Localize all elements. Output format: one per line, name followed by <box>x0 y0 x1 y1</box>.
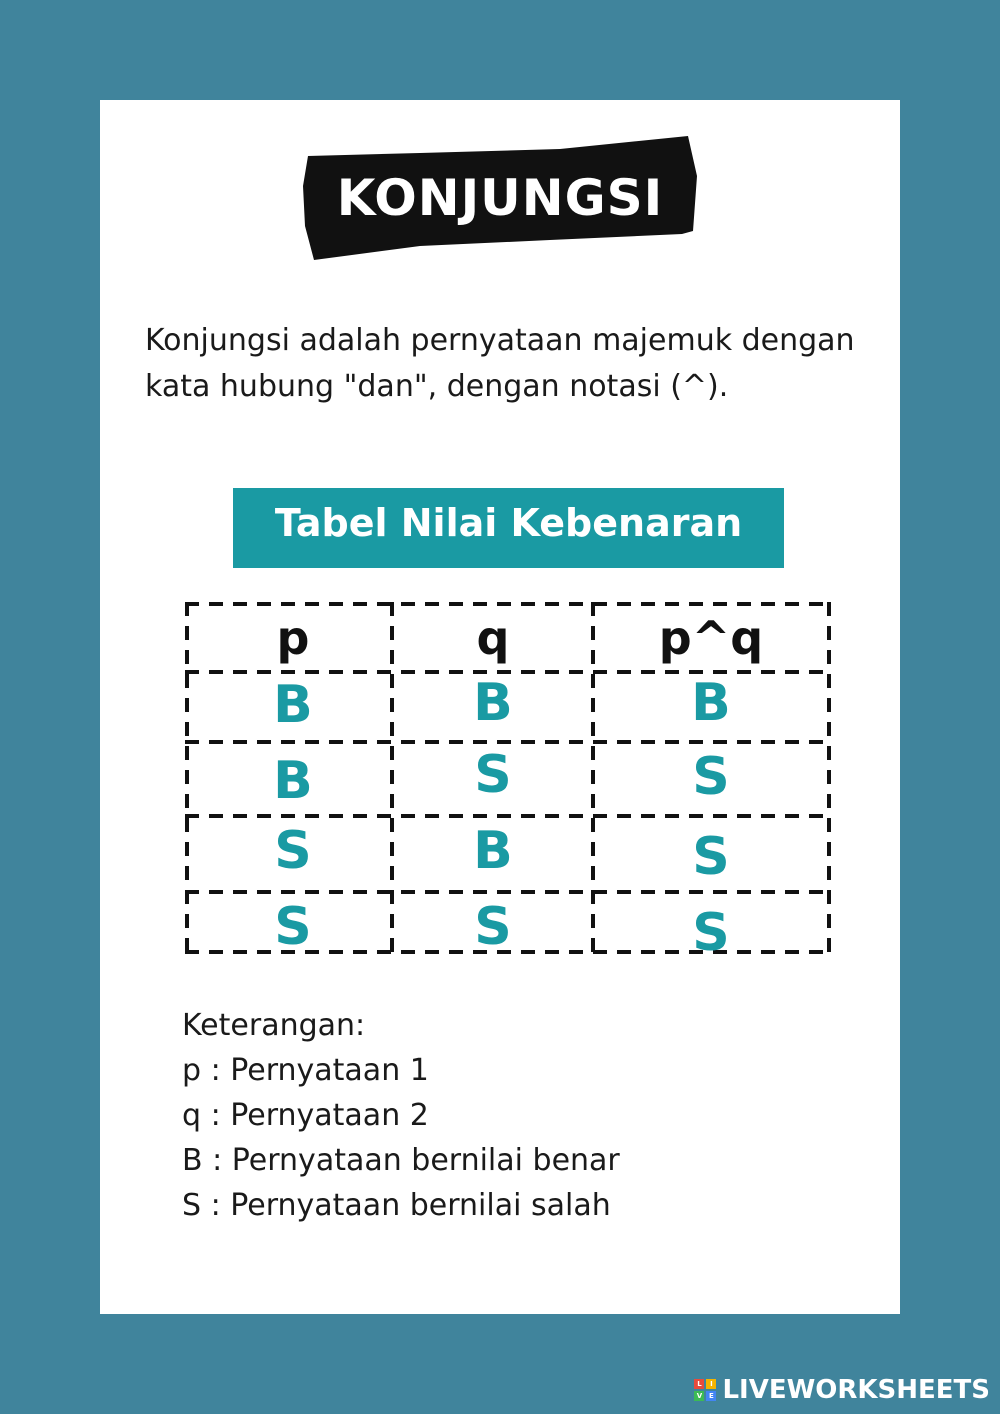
cell-r4-q: S <box>474 897 512 957</box>
header-q: q <box>476 611 510 665</box>
cell-r1-q: B <box>473 673 513 733</box>
cell-r4-pq: S <box>692 903 730 963</box>
liveworksheets-brand <box>694 1370 990 1410</box>
page-title: KONJUNGSI <box>336 169 664 227</box>
table-heading: Tabel Nilai Kebenaran <box>233 488 784 568</box>
cell-r1-pq: B <box>691 673 731 733</box>
logo-letter: V <box>694 1391 704 1401</box>
brand-wordmark: LIVEWORKSHEETS <box>722 1375 990 1405</box>
cell-r3-p: S <box>274 821 312 881</box>
legend <box>182 1003 862 1228</box>
legend-item: q : Pernyataan 2 <box>182 1098 429 1133</box>
worksheet-card <box>100 100 900 1314</box>
header-p-and-q: p^q <box>658 611 764 665</box>
intro-paragraph <box>145 318 865 410</box>
legend-heading: Keterangan: <box>182 1008 366 1043</box>
intro-line-1: Konjungsi adalah pernyataan majemuk dengan <box>145 323 855 358</box>
legend-item: S : Pernyataan bernilai salah <box>182 1188 611 1223</box>
logo-letter: I <box>706 1379 716 1389</box>
cell-r4-p: S <box>274 897 312 957</box>
cell-r3-pq: S <box>692 827 730 887</box>
cell-r3-q: B <box>473 821 513 881</box>
legend-item: p : Pernyataan 1 <box>182 1053 429 1088</box>
truth-table <box>185 602 831 963</box>
legend-item: B : Pernyataan bernilai benar <box>182 1143 620 1178</box>
logo-letter: E <box>706 1391 716 1401</box>
cell-r2-p: B <box>273 751 313 811</box>
header-p: p <box>276 611 310 665</box>
liveworksheets-logo-icon <box>694 1379 716 1401</box>
logo-letter: L <box>694 1379 704 1389</box>
intro-line-2: kata hubung "dan", dengan notasi (^). <box>145 369 729 404</box>
title-banner <box>300 136 700 261</box>
cell-r2-pq: S <box>692 747 730 807</box>
cell-r2-q: S <box>474 745 512 805</box>
cell-r1-p: B <box>273 675 313 735</box>
